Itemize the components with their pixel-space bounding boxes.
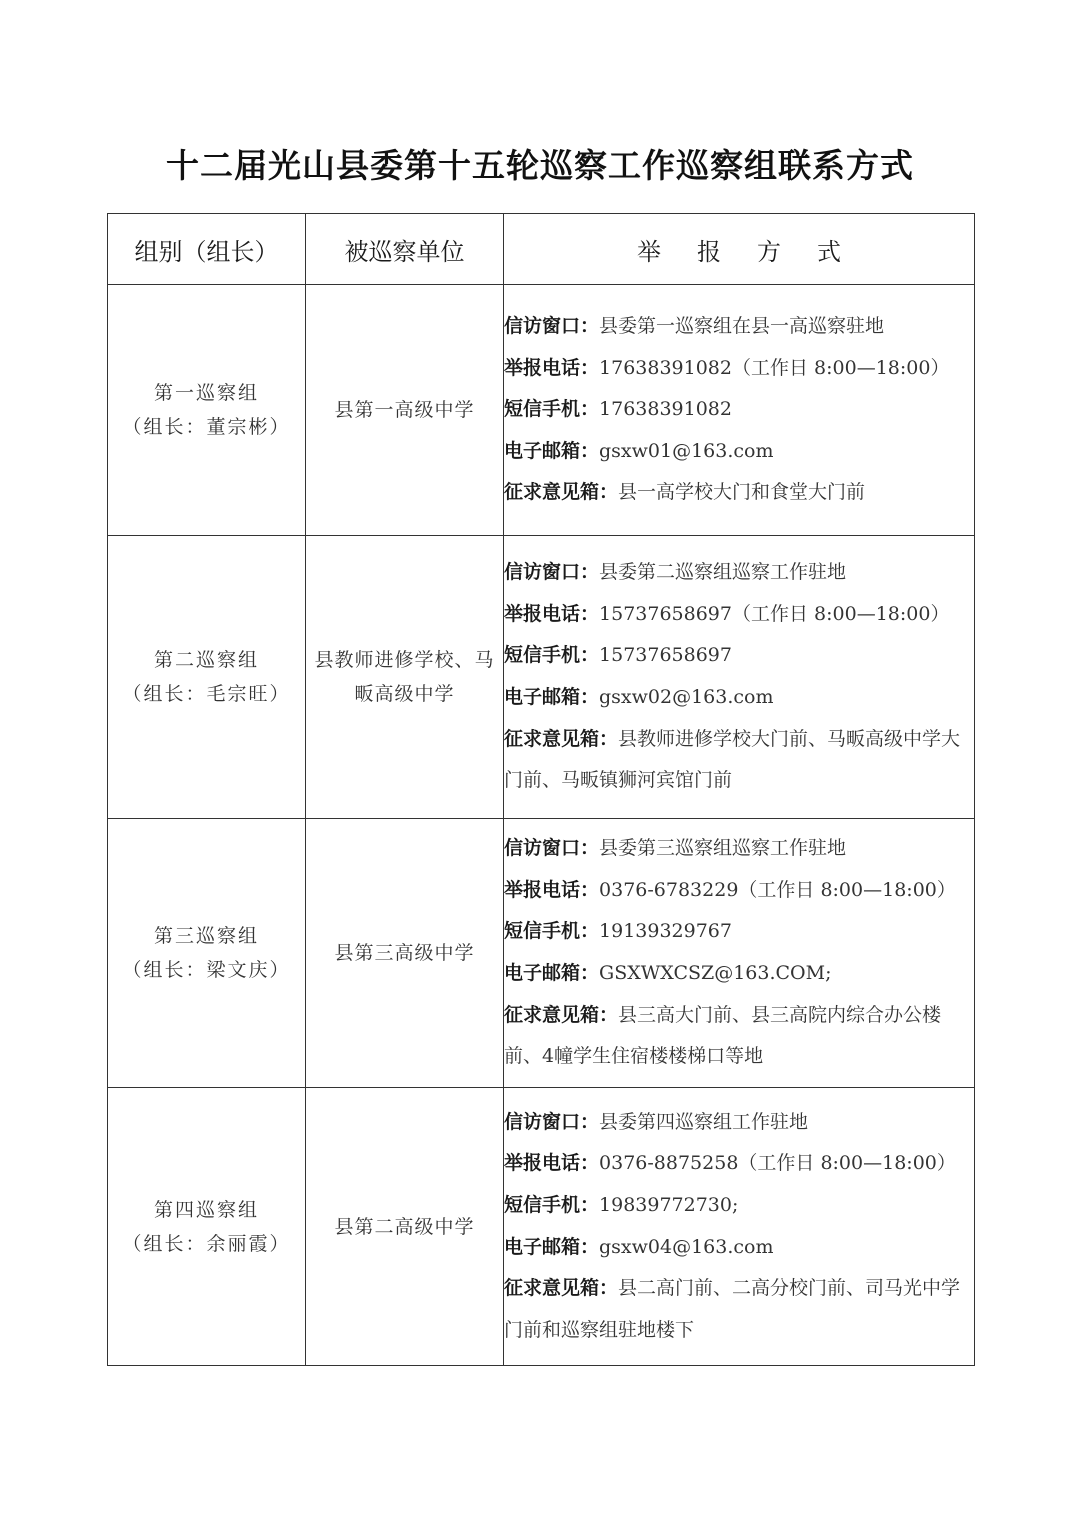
- box-value: 县一高学校大门和食堂大门前: [618, 481, 866, 504]
- phone-line: [504, 1143, 974, 1185]
- group-leader: （组长：梁文庆）: [122, 959, 291, 981]
- table-row: [108, 819, 975, 1088]
- box-line: [504, 995, 974, 1078]
- email-label: 电子邮箱：: [504, 439, 600, 462]
- unit-cell: 县教师进修学校、马畈高级中学: [306, 536, 504, 819]
- method-cell: [504, 536, 975, 819]
- phone-line: [504, 870, 974, 912]
- sms-value: 17638391082: [599, 398, 732, 421]
- email-value: gsxw02@163.com: [599, 686, 774, 708]
- window-label: 信访窗口：: [504, 315, 600, 338]
- email-value: gsxw04@163.com: [599, 1235, 774, 1258]
- sms-value: 15737658697: [599, 644, 732, 667]
- box-value: 县二高门前、二高分校门前、司马光中学门前和巡察组驻地楼下: [504, 1277, 961, 1341]
- sms-line: [504, 389, 974, 431]
- contact-table: [107, 213, 975, 1366]
- window-value: 县委第三巡察组巡察工作驻地: [599, 837, 847, 860]
- box-line: [504, 719, 974, 802]
- window-line: [504, 1102, 974, 1144]
- sms-value: 19139329767: [599, 920, 732, 943]
- phone-line: [504, 594, 974, 636]
- email-line: [504, 1227, 974, 1269]
- window-value: 县委第一巡察组在县一高巡察驻地: [599, 315, 885, 338]
- sms-value: 19839772730;: [599, 1193, 739, 1216]
- table-row: [108, 285, 975, 536]
- phone-value: 0376-8875258（工作日 8:00—18:00）: [599, 1152, 956, 1175]
- phone-value: 0376-6783229（工作日 8:00—18:00）: [599, 878, 956, 901]
- phone-label: 举报电话：: [504, 356, 600, 379]
- header-group: 组别（组长）: [108, 214, 306, 285]
- group-cell: [108, 819, 306, 1088]
- phone-value: 15737658697（工作日 8:00—18:00）: [599, 602, 950, 625]
- box-label: 征求意见箱：: [504, 481, 619, 504]
- group-leader: （组长：毛宗旺）: [122, 683, 291, 705]
- method-cell: [504, 285, 975, 536]
- email-value: GSXWXCSZ@163.COM;: [599, 962, 832, 984]
- window-label: 信访窗口：: [504, 561, 600, 584]
- sms-line: [504, 1185, 974, 1227]
- box-label: 征求意见箱：: [504, 1277, 619, 1300]
- window-line: [504, 828, 974, 870]
- unit-cell: 县第三高级中学: [306, 819, 504, 1088]
- group-leader: （组长：余丽霞）: [122, 1232, 291, 1255]
- sms-line: [504, 911, 974, 953]
- group-leader: （组长：董宗彬）: [122, 416, 291, 438]
- group-name: 第一巡察组: [153, 382, 259, 404]
- box-label: 征求意见箱：: [504, 727, 619, 750]
- box-value: 县教师进修学校大门前、马畈高级中学大门前、马畈镇狮河宾馆门前: [504, 727, 961, 792]
- group-name: 第四巡察组: [153, 1198, 259, 1221]
- method-cell: [504, 1088, 975, 1366]
- group-cell: [108, 536, 306, 819]
- table-row: [108, 1088, 975, 1366]
- phone-label: 举报电话：: [504, 878, 600, 901]
- window-line: [504, 306, 974, 348]
- page-title: 十二届光山县委第十五轮巡察工作巡察组联系方式: [166, 146, 914, 185]
- sms-label: 短信手机：: [504, 1193, 600, 1216]
- table-header-row: [108, 214, 975, 285]
- phone-label: 举报电话：: [504, 1152, 600, 1175]
- email-line: [504, 953, 974, 995]
- sms-line: [504, 635, 974, 677]
- window-label: 信访窗口：: [504, 1110, 600, 1133]
- email-line: [504, 431, 974, 473]
- method-cell: [504, 819, 975, 1088]
- group-cell: [108, 1088, 306, 1366]
- box-value: 县三高大门前、县三高院内综合办公楼前、4幢学生住宿楼楼梯口等地: [504, 1003, 942, 1068]
- header-unit: 被巡察单位: [306, 214, 504, 285]
- box-line: [504, 1268, 974, 1351]
- email-label: 电子邮箱：: [504, 1235, 600, 1258]
- sms-label: 短信手机：: [504, 644, 600, 667]
- email-label: 电子邮箱：: [504, 962, 600, 984]
- table-row: [108, 536, 975, 819]
- window-line: [504, 552, 974, 594]
- window-label: 信访窗口：: [504, 837, 600, 860]
- window-value: 县委第四巡察组工作驻地: [599, 1110, 809, 1133]
- sms-label: 短信手机：: [504, 398, 600, 421]
- email-line: [504, 677, 974, 719]
- email-value: gsxw01@163.com: [599, 439, 774, 462]
- phone-line: [504, 348, 974, 390]
- unit-cell: 县第二高级中学: [306, 1088, 504, 1366]
- window-value: 县委第二巡察组巡察工作驻地: [599, 561, 847, 584]
- sms-label: 短信手机：: [504, 920, 600, 943]
- email-label: 电子邮箱：: [504, 686, 600, 708]
- phone-label: 举报电话：: [504, 602, 600, 625]
- box-line: [504, 472, 974, 514]
- unit-cell: 县第一高级中学: [306, 285, 504, 536]
- group-name: 第三巡察组: [153, 925, 259, 947]
- group-cell: [108, 285, 306, 536]
- phone-value: 17638391082（工作日 8:00—18:00）: [599, 356, 950, 379]
- header-method: 举报方式: [504, 214, 975, 285]
- group-name: 第二巡察组: [153, 649, 259, 671]
- box-label: 征求意见箱：: [504, 1003, 619, 1026]
